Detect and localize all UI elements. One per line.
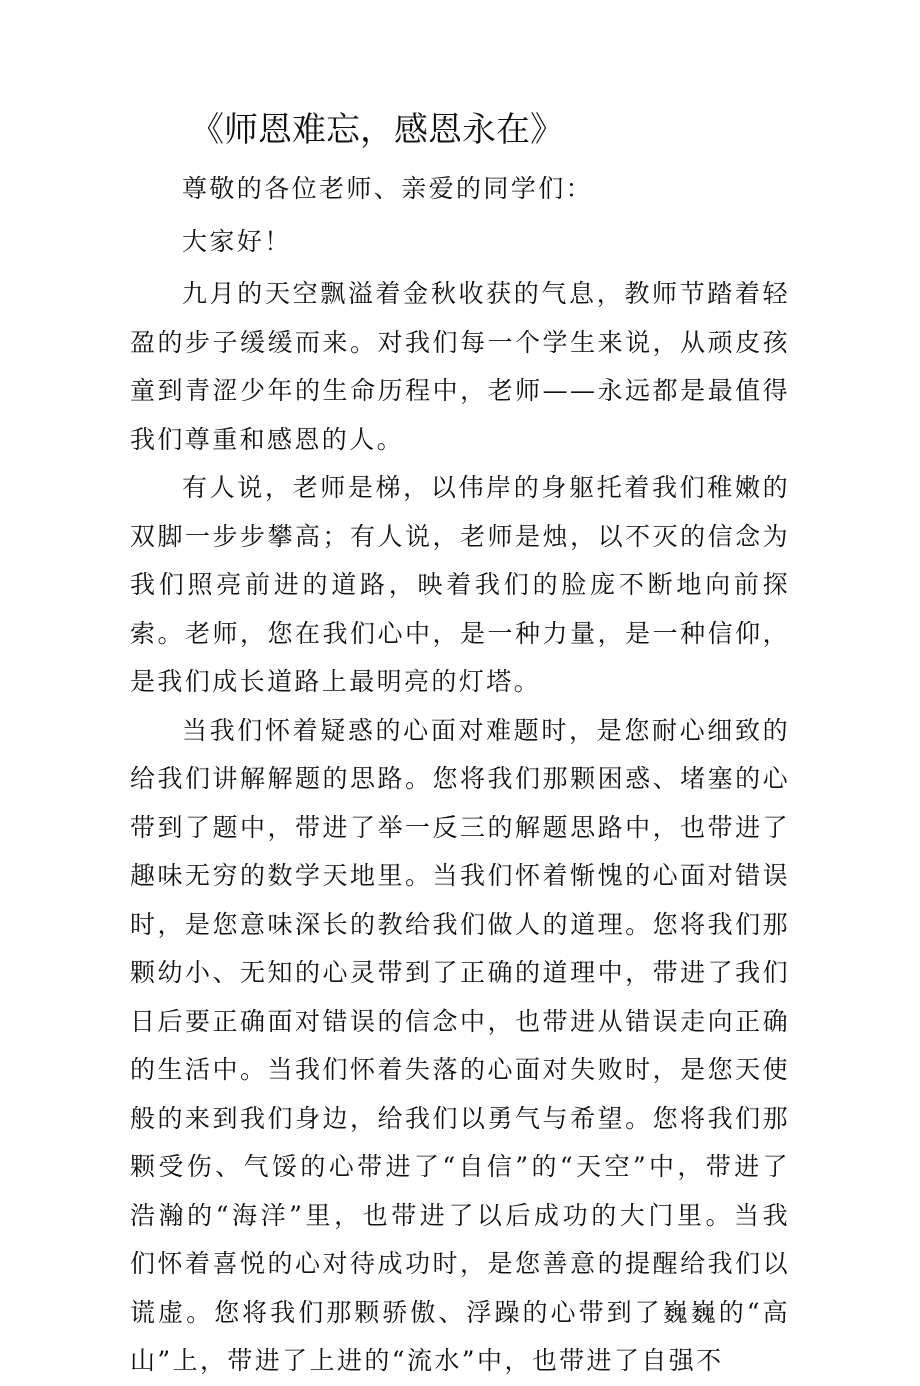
greeting: 大家好！ [182, 226, 292, 256]
paragraph: 有人说，老师是梯，以伟岸的身躯托着我们稚嫩的双脚一步步攀高；有人说，老师是烛，以不灭的信念为我们照亮前进的道路，映着我们的脸庞不断地向前探索。老师，您在我们心中，是一种力量，是一种信仰，是我们成长道路上最明亮的灯塔。 [130, 473, 790, 696]
salutation: 尊敬的各位老师、亲爱的同学们： [182, 174, 594, 203]
document-title: 《师恩难忘，感恩永在》 [190, 110, 564, 150]
document-body [130, 165, 790, 1386]
paragraph: 当我们怀着疑惑的心面对难题时，是您耐心细致的给我们讲解解题的思路。您将我们那颗困惑、堵塞的心带到了题中，带进了举一反三的解题思路中，也带进了趣味无穷的数学天地里。当我们怀着惭愧的心面对错误时，是您意味深长的教给我们做人的道理。您将我们那颗幼小、无知的心灵带到了正确的道理中，带进了我们日后要正确面对错误的信念中，也带进从错误走向正确的生活中。当我们怀着失落的心面对失败时，是您天使般的来到我们身边，给我们以勇气与希望。您将我们那颗受伤、气馁的心带进了“自信”的“天空”中，带进了浩瀚的“海洋”里，也带进了以后成功的大门里。当我们怀着喜悦的心对待成功时，是您善意的提醒给我们以谎虚。您将我们那颗骄傲、浮躁的心带到了巍巍的“高山”上，带进了上进的“流水”中，也带进了自强不 [130, 715, 790, 1375]
paragraph: 九月的天空飘溢着金秋收获的气息，教师节踏着轻盈的步子缓缓而来。对我们每一个学生来说，从顽皮孩童到青涩少年的生命历程中，老师——永远都是最值得我们尊重和感恩的人。 [130, 279, 790, 454]
